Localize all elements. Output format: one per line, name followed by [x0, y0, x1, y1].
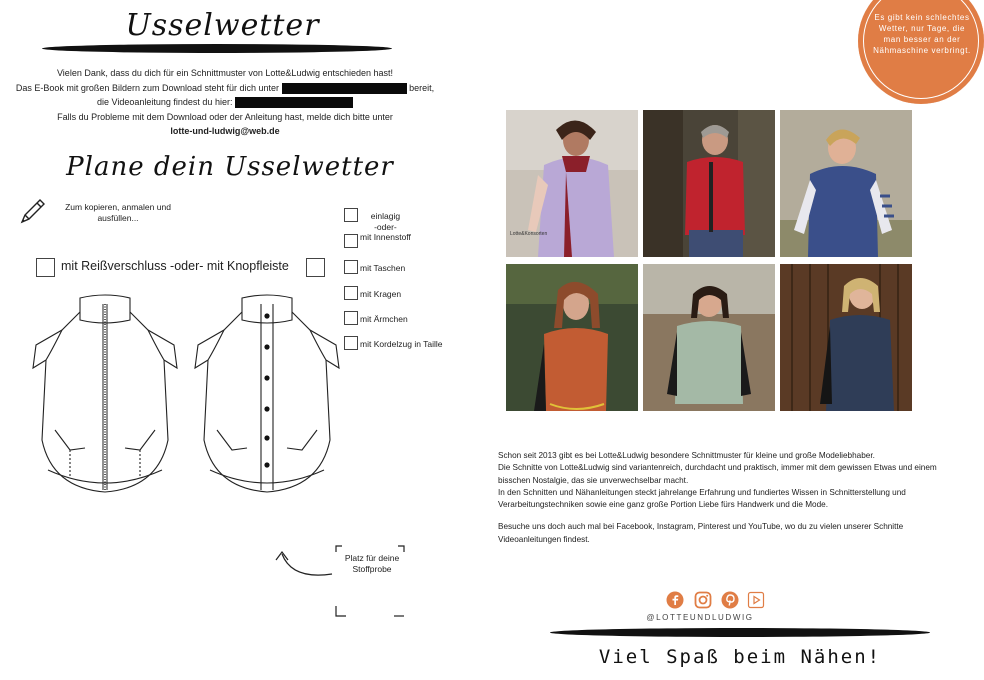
- photo-vest-lilac: [506, 110, 638, 257]
- redacted-link: [282, 83, 407, 94]
- pinterest-icon[interactable]: [721, 591, 739, 609]
- closure-choice: [36, 258, 326, 280]
- option-checkbox[interactable]: [344, 260, 358, 274]
- about-text: [498, 450, 938, 556]
- option-label: mit Kordelzug in Taille: [360, 339, 443, 349]
- page-title: Usselwetter: [125, 8, 320, 43]
- option-checkbox[interactable]: [344, 311, 358, 325]
- photo-watermark: Lotte&Konsorten: [510, 231, 548, 237]
- option-label: mit Taschen: [360, 263, 406, 273]
- social-handle[interactable]: @LOTTEUNDLUDWIG: [646, 613, 754, 622]
- closing-message: Viel Spaß beim Nähen!: [598, 646, 882, 668]
- photo-vest-rust: [506, 264, 638, 411]
- redacted-video-link: [235, 97, 353, 108]
- intro-line: Das E-Book mit großen Bildern zum Download steht für dich unter bereit,: [15, 82, 435, 93]
- intro-line: die Videoanleitung findest du hier:: [0, 95, 450, 110]
- arrow-icon: [282, 554, 332, 575]
- youtube-icon[interactable]: [747, 591, 765, 609]
- option-checkbox[interactable]: [344, 286, 358, 300]
- plan-heading: Plane dein Usselwetter: [66, 152, 394, 182]
- option-checkbox[interactable]: [344, 208, 358, 222]
- quote-badge: [858, 0, 984, 104]
- option-checkbox[interactable]: [344, 336, 358, 350]
- option-checkbox[interactable]: [344, 234, 358, 248]
- option-label: mit Kragen: [360, 289, 402, 299]
- contact-email[interactable]: lotte-und-ludwig@web.de: [170, 126, 280, 136]
- instagram-icon[interactable]: [694, 591, 712, 609]
- buttons-checkbox[interactable]: [306, 258, 325, 277]
- zipper-checkbox[interactable]: [36, 258, 55, 277]
- title-underline: [42, 44, 392, 53]
- vest-button-sketch: [192, 290, 342, 500]
- outro-underline: [550, 628, 930, 637]
- option-label: mit Ärmchen: [360, 314, 408, 324]
- facebook-icon[interactable]: [666, 591, 684, 609]
- social-icons: [666, 591, 766, 611]
- photo-vest-denim: [780, 264, 912, 411]
- copy-note: Zum kopieren, anmalen und ausfüllen...: [65, 202, 171, 223]
- about-paragraph: Besuche uns doch auch mal bei Facebook, Instagram, Pinterest und YouTube, wo du zu vielen unserer Schnitte Videoanleitungen findest.: [498, 522, 904, 544]
- swatch-label: Platz für deine Stoffprobe: [344, 553, 400, 574]
- vest-zipper-sketch: [30, 290, 180, 500]
- intro-line: Falls du Probleme mit dem Download oder der Anleitung hast, melde dich bitte unter: [57, 111, 393, 122]
- photo-vest-mint: [643, 264, 775, 411]
- pencil-icon: [18, 196, 48, 226]
- option-label: einlagig -oder- mit Innenstoff: [360, 211, 411, 242]
- photo-vest-blue: [780, 110, 912, 257]
- photo-vest-red: [643, 110, 775, 257]
- badge-text: Es gibt kein schlechtes Wetter, nur Tage, die man besser an der Nähmaschine verbringt.: [873, 13, 971, 55]
- intro-text: [0, 66, 450, 139]
- closure-label: mit Reißverschluss -oder- mit Knopfleiste: [61, 259, 289, 273]
- intro-line: Vielen Dank, dass du dich für ein Schnittmuster von Lotte&Ludwig entschieden hast!: [56, 68, 394, 78]
- about-paragraph: Schon seit 2013 gibt es bei Lotte&Ludwig besondere Schnittmuster für kleine und große Modeliebhaber. Die Schnitte von Lotte&Ludwig sind variantenreich, durchdacht und praktisch, immer mit dem gewissen Etwas und einem bisschen Nostalgie, das sie unverwechselbar macht. In den Schnitten und Nähanleitungen steckt jahrelange Erfahrung und fundiertes Wissen in Schnitterstellung und Verarbeitungstechniken sowie eine ganz große Portion Liebe fürs Handwerk und die Mode.: [498, 451, 937, 510]
